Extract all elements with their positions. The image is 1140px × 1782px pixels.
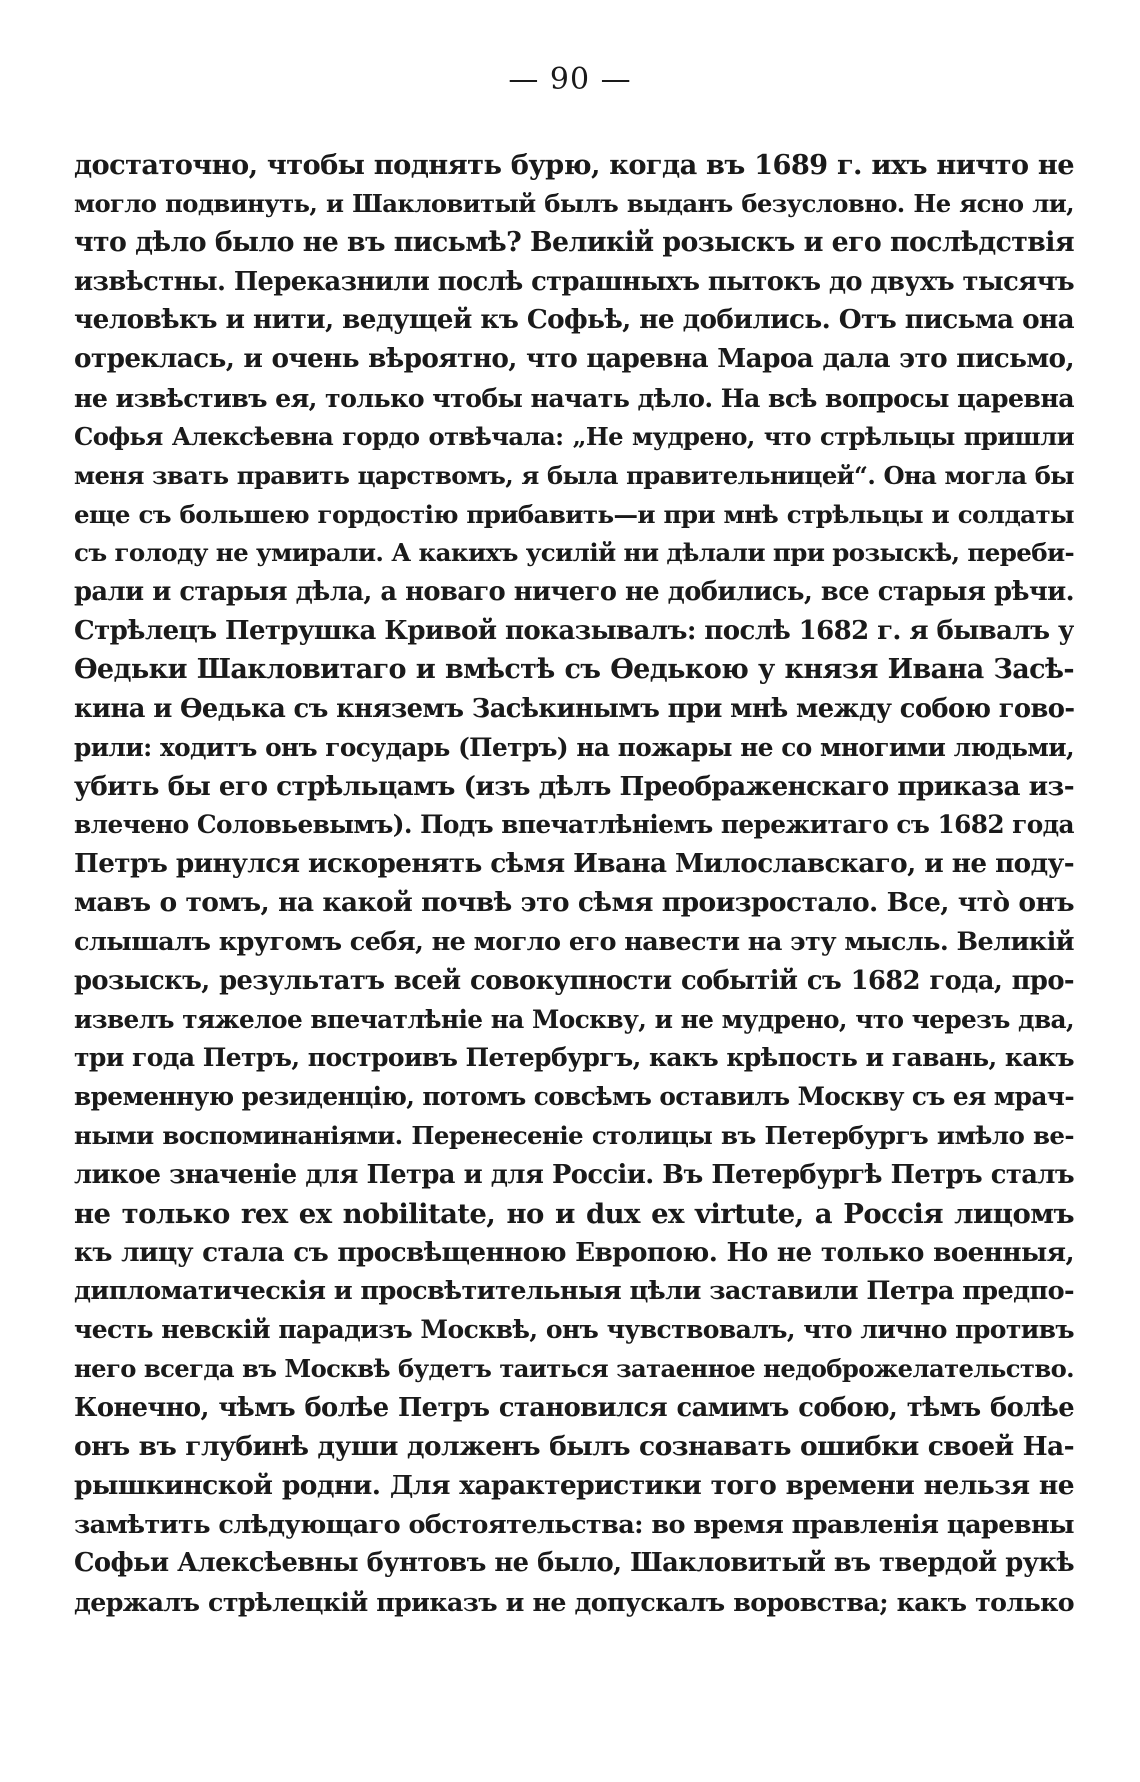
text-line: Петръ ринулся искоренять сѣмя Ивана Милославскаго, и не поду- bbox=[74, 848, 1074, 880]
text-line: могло подвинуть, и Шакловитый былъ выданъ безусловно. Не ясно ли, bbox=[74, 188, 1074, 218]
text-line: Софьи Алексѣевны бунтовъ не было, Шакловитый въ твердой рукѣ bbox=[74, 1548, 1074, 1579]
text-line: Стрѣлецъ Петрушка Кривой показывалъ: послѣ 1682 г. я бывалъ у bbox=[74, 616, 1074, 647]
text-line: еще съ большею гордостію прибавить—и при мнѣ стрѣльцы и солдаты bbox=[74, 499, 1074, 529]
text-line: что дѣло было не въ письмѣ? Великій розыскъ и его послѣдствія bbox=[74, 226, 1074, 258]
text-line: ликое значеніе для Петра и для Россіи. Въ Петербургѣ Петръ сталъ bbox=[74, 1159, 1074, 1190]
text-line: онъ въ глубинѣ души долженъ былъ сознавать ошибки своей На- bbox=[74, 1430, 1074, 1462]
text-line: мавъ о томъ, на какой почвѣ это сѣмя произростало. Все, что̀ онъ bbox=[74, 887, 1074, 919]
text-line: розыскъ, результатъ всей совокупности событій съ 1682 года, про- bbox=[74, 965, 1074, 996]
text-line: къ лицу стала съ просвѣщенною Европою. Но не только военныя, bbox=[74, 1236, 1074, 1268]
text-line: временную резиденцію, потомъ совсѣмъ оставилъ Москву съ ея мрач- bbox=[74, 1082, 1074, 1112]
text-line: рали и старыя дѣла, а новаго ничего не добились, все старыя рѣчи. bbox=[74, 577, 1074, 608]
text-line: извѣстны. Переказнили послѣ страшныхъ пытокъ до двухъ тысячъ bbox=[74, 266, 1074, 297]
text-line: не извѣстивъ ея, только чтобы начать дѣло. На всѣ вопросы царевна bbox=[74, 383, 1074, 414]
body-text bbox=[74, 146, 1074, 1622]
text-line: отреклась, и очень вѣроятно, что царевна Мароа дала это письмо, bbox=[74, 343, 1074, 375]
text-line: держалъ стрѣлецкій приказъ и не допускалъ воровства; какъ только bbox=[74, 1587, 1074, 1618]
text-line: Софья Алексѣевна гордо отвѣчала: „Не мудрено, что стрѣльцы пришли bbox=[74, 421, 1074, 451]
text-line: влечено Соловьевымъ). Подъ впечатлѣніемъ пережитаго съ 1682 года bbox=[74, 810, 1074, 840]
text-line: него всегда въ Москвѣ будетъ таиться затаенное недоброжелательство. bbox=[74, 1354, 1074, 1384]
text-line: человѣкъ и нити, ведущей къ Софьѣ, не добились. Отъ письма она bbox=[74, 304, 1074, 336]
text-line: ными воспоминаніями. Перенесеніе столицы въ Петербургъ имѣло ве- bbox=[74, 1121, 1074, 1151]
text-line: не только rex ex nobilitate, но и dux ex virtute, а Россія лицомъ bbox=[74, 1197, 1074, 1230]
text-line: Конечно, чѣмъ болѣе Петръ становился самимъ собою, тѣмъ болѣе bbox=[74, 1393, 1074, 1423]
text-line: извелъ тяжелое впечатлѣніе на Москву, и не мудрено, что черезъ два, bbox=[74, 1004, 1074, 1034]
text-line: замѣтить слѣдующаго обстоятельства: во время правленія царевны bbox=[74, 1509, 1074, 1540]
text-line: дипломатическія и просвѣтительныя цѣли заставили Петра предпо- bbox=[74, 1276, 1074, 1307]
text-line: Ѳедьки Шакловитаго и вмѣстѣ съ Ѳедькою у князя Ивана Засѣ- bbox=[74, 653, 1074, 685]
text-line: три года Петръ, построивъ Петербургъ, какъ крѣпость и гавань, какъ bbox=[74, 1043, 1074, 1073]
text-line: кина и Ѳедька съ княземъ Засѣкинымъ при мнѣ между собою гово- bbox=[74, 693, 1074, 724]
text-line: съ голоду не умирали. А какихъ усилій ни дѣлали при розыскѣ, переби- bbox=[74, 538, 1074, 568]
text-line: меня звать править царствомъ, я была правительницей“. Она могла бы bbox=[74, 460, 1074, 490]
text-line: достаточно, чтобы поднять бурю, когда въ 1689 г. ихъ ничто не bbox=[74, 149, 1074, 181]
text-line: слышалъ кругомъ себя, не могло его навести на эту мысль. Великій bbox=[74, 926, 1074, 957]
text-line: рили: ходитъ онъ государь (Петръ) на пожары не со многими людьми, bbox=[74, 732, 1074, 762]
text-line: честь невскій парадизъ Москвѣ, онъ чувствовалъ, что лично противъ bbox=[74, 1315, 1074, 1345]
text-line: рышкинской родни. Для характеристики того времени нельзя не bbox=[74, 1469, 1074, 1501]
text-line: убить бы его стрѣльцамъ (изъ дѣлъ Преображенскаго приказа из- bbox=[74, 770, 1074, 802]
page-number: — 90 — bbox=[508, 62, 632, 97]
